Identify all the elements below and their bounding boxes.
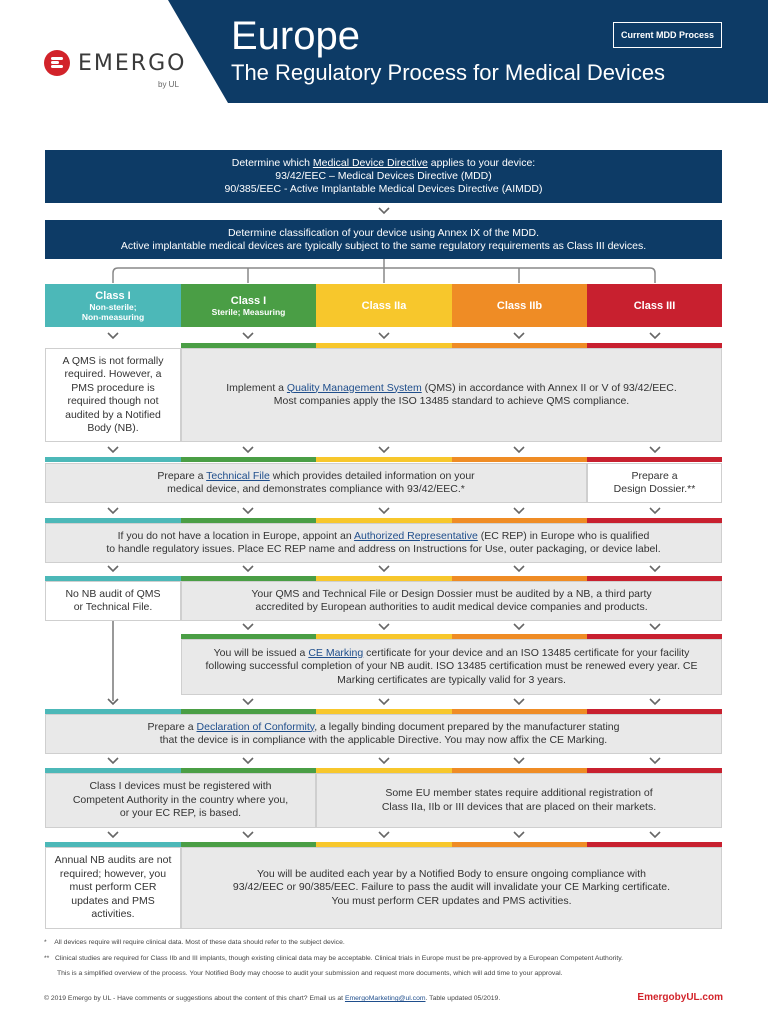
qms-not-required-box: A QMS is not formally required. However, a PMS procedure is required though not audited by a Notified Body (NB).	[45, 348, 181, 442]
flow-arrow-icon	[379, 447, 389, 452]
flow-arrow-icon	[379, 832, 389, 837]
flow-arrow-icon	[108, 758, 118, 763]
flow-arrow-icon	[243, 832, 253, 837]
class-stripe	[181, 576, 316, 581]
class-stripe	[587, 518, 722, 523]
flow-arrow-icon	[379, 508, 389, 513]
technical-file-link[interactable]: Technical File	[206, 469, 270, 482]
flow-arrow-icon	[650, 333, 660, 338]
class-stripe	[452, 518, 587, 523]
flow-arrow-icon	[514, 832, 524, 837]
class-stripe	[181, 457, 316, 462]
classification-line2: Active implantable medical devices are typically subject to the same regulatory requirements as Class III devices.	[120, 239, 647, 252]
page-subtitle: The Regulatory Process for Medical Devices	[231, 60, 666, 85]
class-stripe	[181, 842, 316, 847]
class-i-nonsterile-header: Class I Non-sterile; Non-measuring	[45, 284, 181, 327]
class-stripe	[45, 518, 181, 523]
annual-nb-audit-box: You will be audited each year by a Notified Body to ensure ongoing compliance with 93/42/EEC or 90/385/EEC. Failure to pass the audit will invalidate your CE Marking certificate. You must perform CER updates and PMS activities.	[181, 847, 722, 929]
step-determine-directive	[45, 150, 722, 203]
class-stripe	[316, 842, 452, 847]
class-stripe	[452, 576, 587, 581]
footnote-2: ** Clinical studies are required for Class IIb and III implants, though existing clinical data may be acceptable. Clinical trials in Europe must be pre-approved by a European Competent Authority.	[44, 955, 624, 962]
medical-device-directive-link[interactable]: Medical Device Directive	[312, 157, 428, 169]
flow-arrow-icon	[650, 832, 660, 837]
flow-arrow-icon	[108, 832, 118, 837]
class-stripe	[452, 709, 587, 714]
flow-arrow-icon	[514, 447, 524, 452]
class-stripe	[181, 634, 316, 639]
flow-arrow-icon	[379, 624, 389, 629]
class-stripe	[587, 457, 722, 462]
flow-arrow-icon	[650, 447, 660, 452]
ec-rep-box: If you do not have a location in Europe, appoint an Authorized Representative (EC REP) in Europe who is qualified to handle regulatory issues. Place EC REP name and address on Instructions for Use, outer packaging, or device label.	[45, 523, 722, 563]
flow-arrow-icon	[650, 508, 660, 513]
step-determine-classification	[45, 220, 722, 259]
class-iia-header: Class IIa	[316, 284, 452, 327]
flow-arrow-icon	[379, 333, 389, 338]
authorized-representative-link[interactable]: Authorized Representative	[354, 529, 478, 542]
website-link[interactable]: EmergobyUL.com	[637, 992, 723, 1003]
flow-arrow-icon	[514, 566, 524, 571]
flow-arrow-icon	[514, 333, 524, 338]
class-stripe	[45, 768, 181, 773]
class-stripe	[587, 709, 722, 714]
class-stripe	[181, 518, 316, 523]
flow-arrow-icon	[108, 566, 118, 571]
class-stripe	[587, 842, 722, 847]
class-stripe	[181, 768, 316, 773]
ce-marking-link[interactable]: CE Marking	[308, 646, 364, 659]
class-stripe	[587, 343, 722, 348]
declaration-of-conformity-link[interactable]: Declaration of Conformity	[196, 720, 315, 733]
ce-marking-box: You will be issued a CE Marking certificate for your device and an ISO 13485 certificate for your facility following successful completion of your NB audit. ISO 13485 certification must be renewed every year. CE Marking certificates are typically valid for 3 years.	[181, 639, 722, 695]
contact-email-link[interactable]: EmergoMarketing@ul.com	[344, 995, 426, 1002]
flow-arrow-icon	[379, 566, 389, 571]
flow-arrow-icon	[514, 624, 524, 629]
flow-arrow-icon	[243, 447, 253, 452]
class-stripe	[45, 842, 181, 847]
class-stripe	[316, 768, 452, 773]
flow-arrow-icon	[379, 208, 389, 213]
footnote-3: This is a simplified overview of the process. Your Notified Body may choose to audit your submission and request more documents, which will add time to your approval.	[57, 970, 563, 977]
flow-arrow-icon	[108, 508, 118, 513]
class-stripe	[452, 634, 587, 639]
flow-arrow-icon	[108, 447, 118, 452]
flow-arrow-icon	[650, 624, 660, 629]
logo-text: EMERGO	[78, 50, 187, 76]
flow-arrow-icon	[243, 566, 253, 571]
design-dossier-box: Prepare a Design Dossier.**	[587, 463, 722, 503]
no-nb-audit-box: No NB audit of QMS or Technical File.	[45, 581, 181, 621]
quality-management-system-link[interactable]: Quality Management System	[286, 381, 422, 394]
eu-registration-box: Some EU member states require additional registration of Class IIa, IIb or III devices that are placed on their markets.	[316, 773, 722, 828]
technical-file-box: Prepare a Technical File which provides detailed information on your medical device, and demonstrates compliance with 93/42/EEC.*	[45, 463, 587, 503]
qms-implement-box: Implement a Quality Management System (QMS) in accordance with Annex II or V of 93/42/EEC. Most companies apply the ISO 13485 standard to achieve QMS compliance.	[181, 348, 722, 442]
flow-arrow-icon	[243, 758, 253, 763]
flow-arrow-icon	[379, 758, 389, 763]
class-i-sterile-header: Class I Sterile; Measuring	[181, 284, 316, 327]
class-stripe	[452, 457, 587, 462]
flow-arrow-icon	[514, 508, 524, 513]
class-iii-header: Class III	[587, 284, 722, 327]
current-mdd-badge[interactable]: Current MDD Process	[613, 22, 722, 48]
class-stripe	[452, 343, 587, 348]
directive-line1: Determine which Medical Device Directive applies to your device:	[231, 157, 536, 169]
emergo-logo[interactable]	[44, 50, 186, 76]
class-iib-header: Class IIb	[452, 284, 587, 327]
flow-arrow-icon	[650, 758, 660, 763]
class-stripe	[45, 457, 181, 462]
flow-arrow-icon	[650, 566, 660, 571]
flow-arrow-icon	[514, 699, 524, 704]
class-stripe	[45, 709, 181, 714]
declaration-of-conformity-box: Prepare a Declaration of Conformity, a legally binding document prepared by the manufacturer stating that the device is in compliance with the applicable Directive. You may now affix the CE Marking.	[45, 714, 722, 754]
class-stripe	[316, 343, 452, 348]
class-stripe	[316, 709, 452, 714]
class-stripe	[452, 842, 587, 847]
class-stripe	[181, 709, 316, 714]
flow-arrow-icon	[243, 699, 253, 704]
flow-arrow-icon	[243, 333, 253, 338]
class-i-registration-box: Class I devices must be registered with Competent Authority in the country where you, or your EC REP, is based.	[45, 773, 316, 828]
class-stripe	[587, 576, 722, 581]
emergo-logo-icon	[44, 50, 70, 76]
annual-audit-not-required-box: Annual NB audits are not required; however, you must perform CER updates and PMS activities.	[45, 847, 181, 929]
flow-arrow-icon	[379, 699, 389, 704]
class-stripe	[316, 518, 452, 523]
class-stripe	[452, 768, 587, 773]
class-stripe	[316, 576, 452, 581]
flow-arrow-icon	[650, 699, 660, 704]
logo-subtext: by UL	[158, 80, 179, 89]
directive-aimdd: 90/385/EEC - Active Implantable Medical Devices Directive (AIMDD)	[224, 183, 543, 195]
classification-line1: Determine classification of your device using Annex IX of the MDD.	[227, 226, 540, 239]
class-stripe	[181, 343, 316, 348]
flow-arrow-icon	[514, 758, 524, 763]
flow-arrow-icon	[243, 508, 253, 513]
flow-arrow-icon	[243, 624, 253, 629]
class-stripe	[45, 576, 181, 581]
class-stripe	[316, 457, 452, 462]
class-stripe	[587, 634, 722, 639]
copyright-notice: © 2019 Emergo by UL - Have comments or suggestions about the content of this chart? Email us at EmergoMarketing@ul.com. Table updated 05/2019.	[44, 995, 501, 1002]
class-stripe	[587, 768, 722, 773]
class-stripe	[316, 634, 452, 639]
directive-mdd: 93/42/EEC – Medical Devices Directive (MDD)	[275, 170, 492, 182]
page-title: Europe	[231, 14, 360, 58]
nb-audit-box: Your QMS and Technical File or Design Dossier must be audited by a NB, a third party accredited by European authorities to audit medical device companies and products.	[181, 581, 722, 621]
footnote-1: * All devices require will require clinical data. Most of these data should refer to the subject device.	[44, 939, 345, 946]
flow-arrow-icon	[108, 333, 118, 338]
flow-arrow-icon	[108, 699, 118, 704]
